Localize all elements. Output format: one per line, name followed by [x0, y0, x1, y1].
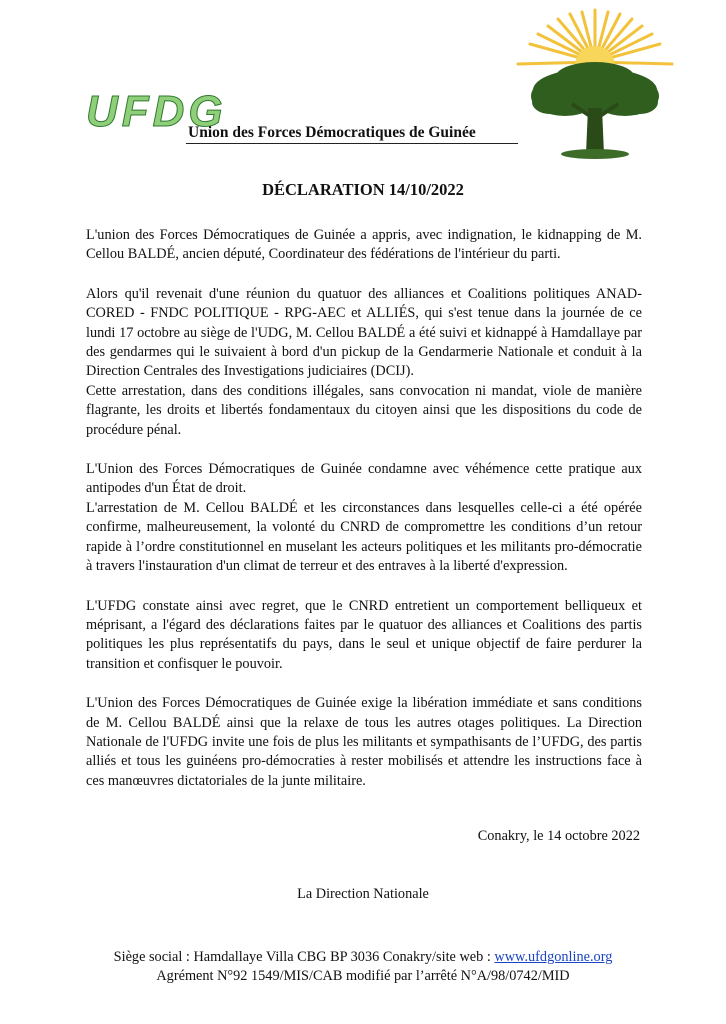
footer-address: Siège social : Hamdallaye Villa CBG BP 3036 Conakry/site web :	[113, 949, 495, 965]
party-name: Union des Forces Démocratiques de Guinée	[188, 124, 476, 141]
website-link[interactable]: www.ufdgonline.org	[494, 949, 613, 965]
paragraph-6: L'UFDG constate ainsi avec regret, que le CNRD entretient un comportement belliqueux et méprisant, a l'égard des déclarations faites par le quatuor des alliances et Coalitions des partis politiques les plus représentatifs du pays, dans le seul et unique objectif de faire perdurer la transition et confisquer le pouvoir.	[86, 597, 642, 672]
paragraph-4: L'Union des Forces Démocratiques de Guinée condamne avec véhémence cette pratique aux antipodes d'un État de droit.	[86, 461, 642, 497]
paragraph-1: L'union des Forces Démocratiques de Guinée a appris, avec indignation, le kidnapping de M. Cellou BALDÉ, ancien député, Coordinateur des fédérations de l'intérieur du parti.	[86, 227, 642, 263]
paragraph-7: L'Union des Forces Démocratiques de Guinée exige la libération immédiate et sans conditions de M. Cellou BALDÉ ainsi que la relaxe de tous les autres otages politiques. La Direction Nationale de l'UFDG invite une fois de plus les militants et sympathisants de l’UFDG, des partis alliés et tous les guinéens pro-démocraties à rester mobilisés et attendre les instructions face à ces manœuvres dictatoriales de la junte militaire.	[86, 695, 642, 789]
footer	[0, 948, 726, 986]
footer-approval: Agrément N°92 1549/MIS/CAB modifié par l’arrêté N°A/98/0742/MID	[156, 968, 570, 984]
paragraph-5: L'arrestation de M. Cellou BALDÉ et les circonstances dans lesquelles celle-ci a été opérée confirme, malheureusement, la volonté du CNRD de compromettre les conditions d’un retour rapide à l’ordre constitutionnel en muselant les acteurs politiques et les militants pro-démocratie à travers l'instauration d'un climat de terreur et des entraves à la liberté d'expression.	[86, 499, 642, 575]
signature: La Direction Nationale	[297, 886, 429, 902]
ufdg-logo: UFDG	[86, 87, 227, 136]
letterhead	[0, 0, 726, 160]
footer-address-line	[0, 948, 726, 967]
place-and-date: Conakry, le 14 octobre 2022	[477, 828, 640, 844]
document-title: DÉCLARATION 14/10/2022	[262, 180, 464, 199]
paragraph-2: Alors qu'il revenait d'une réunion du quatuor des alliances et Coalitions politiques ANAD-CORED - FNDC POLITIQUE - RPG-AEC et ALLIÉS, qui s'est tenue dans la journée de ce lundi 17 octobre au siège de l'UDG, M. Cellou BALDÉ a été suivi et kidnappé à Hamdallaye par des gendarmes qui le suivaient à bord d'un pickup de la Gendarmerie Nationale et conduit à la Direction Centrales des Investigations judiciaires (DCIJ).	[86, 285, 642, 380]
declaration-body	[86, 226, 642, 811]
sun-tree-icon	[510, 4, 680, 164]
paragraph-3: Cette arrestation, dans des conditions illégales, sans convocation ni mandat, viole de manière flagrante, les droits et libertés fondamentaux du citoyen ainsi que les dispositions du code de procédure pénal.	[86, 382, 642, 438]
header-divider	[186, 143, 518, 144]
